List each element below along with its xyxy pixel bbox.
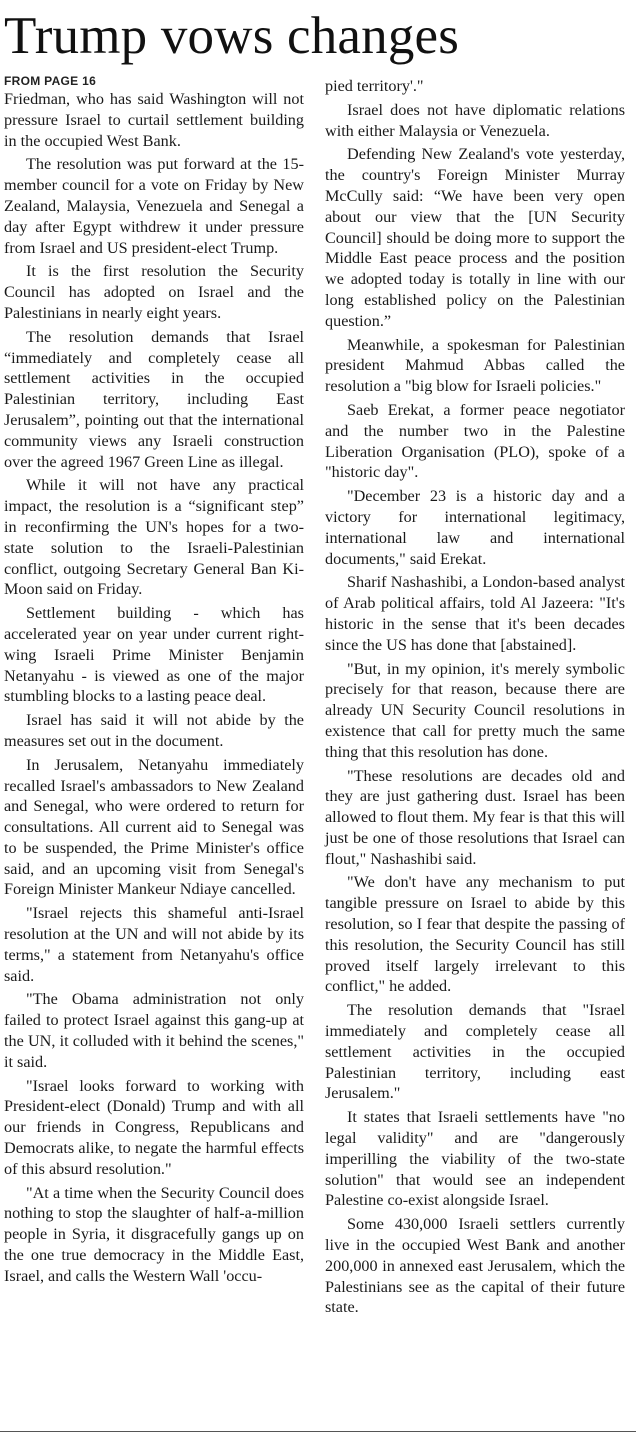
paragraph: Friedman, who has said Washington will not pressure Israel to curtail settlement building in the occupied West Bank. bbox=[4, 90, 304, 150]
paragraph: Defending New Zealand's vote yesterday, the country's Foreign Minister Murray McCully said: “We have been very open about our view that the [UN Security Council] should be doing more to support the Middle East peace process and the position we adopted today is totally in line with our long established policy on the Palestinian question.” bbox=[325, 145, 625, 330]
paragraph: "Israel rejects this shameful anti-Israel resolution at the UN and will not abide by its terms," a statement from Netanyahu's office said. bbox=[4, 904, 304, 985]
paragraph: "The Obama administration not only failed to protect Israel against this gang-up at the UN, it colluded with it behind the scenes," it said. bbox=[4, 990, 304, 1071]
paragraph: Israel has said it will not abide by the measures set out in the document. bbox=[4, 711, 304, 750]
paragraph: While it will not have any practical impact, the resolution is a “significant step” in reconfirming the UN's hopes for a two-state solution to the Israeli-Palestinian conflict, outgoing Secretary General Ban Ki-Moon said on Friday. bbox=[4, 476, 304, 599]
article-column-right bbox=[325, 76, 625, 1321]
paragraph: The resolution demands that "Israel immediately and completely cease all settlement activities in the occupied Palestinian territory, including east Jerusalem." bbox=[325, 1001, 625, 1103]
paragraph: Saeb Erekat, a former peace negotiator and the number two in the Palestine Liberation Organisation (PLO), spoke of a "historic day". bbox=[325, 400, 625, 482]
paragraph: "At a time when the Security Council does nothing to stop the slaughter of half-a-million people in Syria, it disgracefully gangs up on the one true democracy in the Middle East, Israel, and calls the Western Wall 'occu- bbox=[4, 1183, 304, 1285]
kicker-from-page: FROM PAGE 16 bbox=[4, 74, 97, 88]
article-column-left bbox=[4, 74, 304, 1290]
paragraph: It states that Israeli settlements have "no legal validity" and are "dangerously imperilling the viability of the two-state solution" that would see an independent Palestine co-exist alongside Israel. bbox=[325, 1108, 625, 1210]
paragraph: pied territory'." bbox=[325, 77, 424, 95]
paragraph: In Jerusalem, Netanyahu immediately recalled Israel's ambassadors to New Zealand and Senegal, who were ordered to return for consultations. All current aid to Senegal was to be suspended, the Prime Minister's office said, and an upcoming visit from Senegal's Foreign Minister Mankeur Ndiaye cancelled. bbox=[4, 755, 304, 899]
paragraph: Some 430,000 Israeli settlers currently live in the occupied West Bank and another 200,000 in annexed east Jerusalem, which the Palestinians see as the capital of their future state. bbox=[325, 1215, 625, 1317]
paragraph: The resolution was put forward at the 15-member council for a vote on Friday by New Zealand, Malaysia, Venezuela and Senegal a day after Egypt withdrew it under pressure from Israel and US president-elect Trump. bbox=[4, 155, 304, 257]
paragraph: "December 23 is a historic day and a victory for international legitimacy, international law and international documents," said Erekat. bbox=[325, 487, 625, 568]
paragraph: The resolution demands that Israel “immediately and completely cease all settlement activities in the occupied Palestinian territory, including East Jerusalem”, pointing out that the international community views any Israeli construction over the agreed 1967 Green Line as illegal. bbox=[4, 327, 304, 471]
paragraph: "Israel looks forward to working with President-elect (Donald) Trump and with all our friends in Congress, Republicans and Democrats alike, to negate the harmful effects of this absurd resolution." bbox=[4, 1076, 304, 1178]
bottom-rule bbox=[0, 1431, 636, 1432]
paragraph: "We don't have any mechanism to put tangible pressure on Israel to abide by this resolution, so I fear that despite the passing of this resolution, the Security Council has still proved itself largely irrelevant to this conflict," he added. bbox=[325, 873, 625, 996]
paragraph: "But, in my opinion, it's merely symbolic precisely for that reason, because there are already UN Security Council resolutions in existence that call for pretty much the same thing that this resolution has done. bbox=[325, 659, 625, 761]
paragraph: It is the first resolution the Security Council has adopted on Israel and the Palestinians in nearly eight years. bbox=[4, 262, 304, 322]
paragraph: Settlement building - which has accelerated year on year under current right-wing Israeli Prime Minister Benjamin Netanyahu - is viewed as one of the major stumbling blocks to a lasting peace deal. bbox=[4, 604, 304, 706]
headline: Trump vows changes bbox=[4, 7, 460, 65]
paragraph: Meanwhile, a spokesman for Palestinian president Mahmud Abbas called the resolution a "big blow for Israeli policies." bbox=[325, 335, 625, 396]
paragraph: "These resolutions are decades old and they are just gathering dust. Israel has been allowed to flout them. My fear is that this will just be one of those resolutions that Israel can flout," Nashashibi said. bbox=[325, 766, 625, 868]
paragraph: Sharif Nashashibi, a London-based analyst of Arab political affairs, told Al Jazeera: "It's historic in the sense that it's been decades since the US has done that [abstained]. bbox=[325, 573, 625, 654]
paragraph: Israel does not have diplomatic relations with either Malaysia or Venezuela. bbox=[325, 100, 625, 140]
